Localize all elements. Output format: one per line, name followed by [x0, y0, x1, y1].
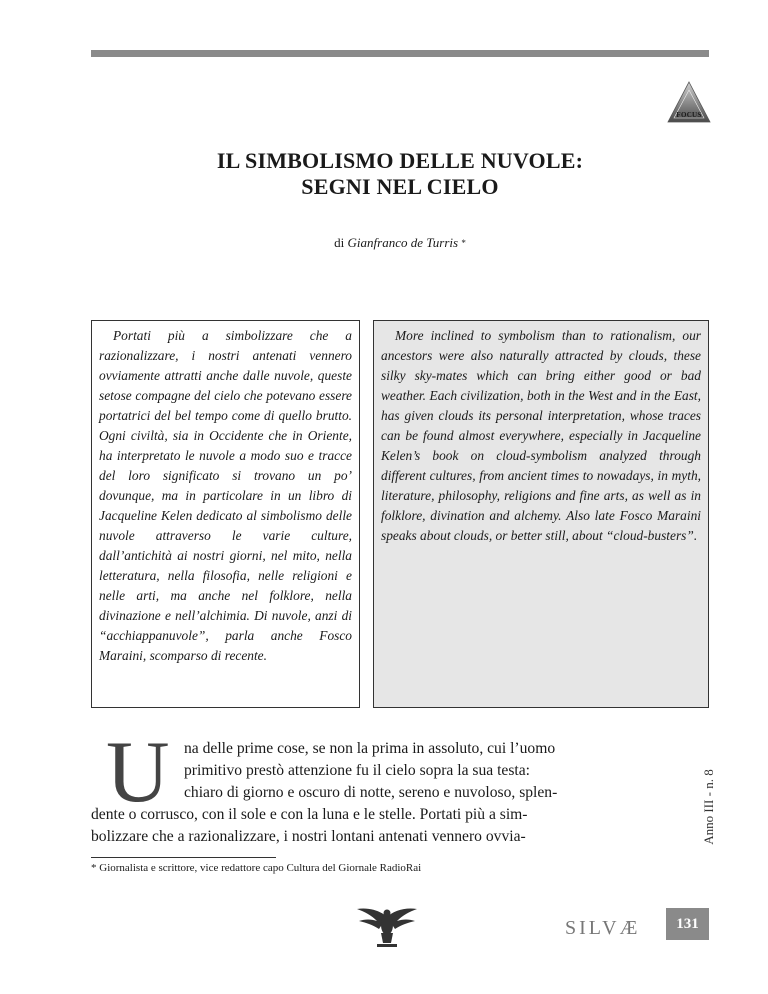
article-title [91, 148, 709, 200]
author-name: Gianfranco de Turris [347, 235, 459, 250]
top-rule [91, 50, 709, 57]
title-line-2: SEGNI NEL CIELO [301, 174, 499, 199]
byline-prefix: di [334, 235, 348, 250]
abstract-italian-text: Portati più a simbolizzare che a razionalizzare, i nostri antenati vennero ovviamente attratti anche dalle nuvole, queste setose compagne del cielo che potevano essere portatrici del bel tempo come di quello brutto. Ogni civiltà, sia in Occidente che in Oriente, ha interpretato le nuvole a modo suo e tracce del loro significato si trovano un po’ dovunque, ma in particolare in un libro di Jacqueline Kelen dedicato al simbolismo delle nuvole attraverso le varie culture, dall’antichità ai nostri giorni, nel mito, nella letteratura, nella filosofia, nelle religioni e nelle arti, ma anche nel folklore, nella divinazione e nell’alchimia. Di nuvole, anzi di “acchiappanuvole”, parla anche Fosco Maraini, scomparso di recente. [99, 328, 352, 663]
drop-cap: U [106, 724, 170, 821]
body-line-3: chiaro di giorno e oscuro di notte, sereno e nuvoloso, splen- [184, 784, 558, 801]
journal-name: SILVÆ [565, 917, 641, 939]
title-line-1: IL SIMBOLISMO DELLE NUVOLE: [216, 148, 584, 173]
footnote-rule [91, 857, 276, 858]
body-line-5: bolizzare che a razionalizzare, i nostri lontani antenati vennero ovvia- [91, 828, 526, 845]
footnote-mark: * [461, 238, 466, 248]
body-line-4: dente o corrusco, con il sole e con la luna e le stelle. Portati più a sim- [91, 806, 528, 823]
abstract-italian [91, 320, 360, 708]
body-line-2: primitivo prestò attenzione fu il cielo sopra la sua testa: [184, 762, 530, 779]
issue-label: Anno III - n. 8 [701, 769, 716, 845]
abstract-english-text: More inclined to symbolism than to rationalism, our ancestors were also naturally attracted by clouds, these silky sky-mates which can bring either good or bad weather. Each civilization, both in the West and in the East, has given clouds its personal interpretation, whose traces can be found almost everywhere, especially in Jacqueline Kelen’s book on cloud-symbolism analyzed through different cultures, from ancient times to nowadays, in myth, literature, philosophy, religions and fine arts, as well as in folklore, divination and alchemy. Also late Fosco Maraini speaks about clouds, or better still, about “cloud-busters”. [381, 328, 701, 543]
byline [91, 235, 709, 251]
focus-label: FOCUS [676, 111, 702, 119]
footnote: * Giornalista e scrittore, vice redattore capo Cultura del Giornale RadioRai [91, 862, 422, 874]
body-line-1: na delle prime cose, se non la prima in assoluto, cui l’uomo [184, 740, 556, 757]
page-number: 131 [666, 908, 709, 940]
focus-badge [666, 80, 712, 124]
abstract-english [373, 320, 709, 708]
eagle-emblem-icon [355, 903, 419, 951]
